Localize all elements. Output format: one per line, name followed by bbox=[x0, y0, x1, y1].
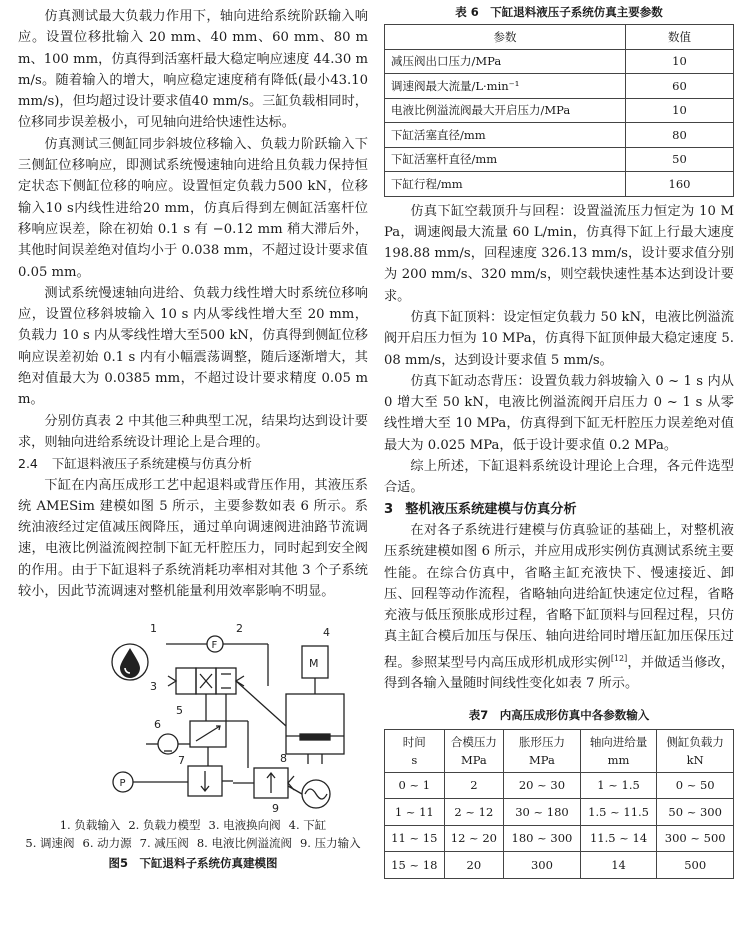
table-row: 下缸活塞杆直径/mm 50 bbox=[385, 147, 734, 172]
figure-legend: 1. 负载输入 2. 负载力模型 3. 电液换向阀 4. 下缸 bbox=[59, 818, 327, 833]
figure-5 bbox=[18, 616, 368, 816]
hydraulic-schematic bbox=[18, 616, 368, 816]
svg-text:8: 8 bbox=[280, 752, 287, 766]
section-heading bbox=[18, 453, 368, 474]
table-row: 11 ~ 15 12 ~ 20 180 ~ 300 11.5 ~ 14 300 ~ 500 bbox=[385, 825, 734, 852]
paragraph: 下缸在内高压成形工艺中起退料或背压作用，其液压系统 AMESim 建模如图 5 所示，主要参数如表 6 所示。系统油液经过定值减压阀降压，通过单向调速阀进油路节流调速，电液比例溢流阀控制下缸无杆腔压力，同时起到安全阀的作用。由于下缸退料子系统消耗功率相对其他 3 个子系统较小，因此节流调速对整机能量利用效率影响不明显。 bbox=[18, 477, 368, 600]
svg-text:7: 7 bbox=[178, 754, 185, 768]
table-header-cell: 时间 s bbox=[385, 729, 445, 772]
svg-text:4: 4 bbox=[323, 626, 330, 640]
paragraph: 仿真下缸顶料：设定恒定负载力 50 kN，电液比例溢流阀开启压力恒为 10 MPa，仿真得下缸顶伸最大稳定速度 5.08 mm/s，达到设计要求值 5 mm/s。 bbox=[384, 309, 734, 368]
table-row: 1 ~ 11 2 ~ 12 30 ~ 180 1.5 ~ 11.5 50 ~ 300 bbox=[385, 799, 734, 826]
table-header-cell: 轴向进给量 mm bbox=[580, 729, 657, 772]
sine-input-icon bbox=[288, 780, 330, 808]
table-header-row bbox=[385, 729, 734, 772]
paragraph: 仿真测试三侧缸同步斜坡位移输入、负载力阶跃输入下三侧缸位移响应，即测试系统慢速轴向进给且负载力保持恒定状态下侧缸位移的响应。设置恒定负载力500 kN，位移输入10 s内线性进给20 mm，仿真后得到左侧缸活塞杆位移响应误差，除在初始 0.1 s 有 −0.12 mm 稍大滞后外，其他时间误差绝对值均小于 0.038 mm，不超过设计要求值 0.05 mm。 bbox=[18, 136, 368, 280]
section-title: 下缸退料液压子系统建模与仿真分析 bbox=[51, 456, 252, 472]
section-title: 整机液压系统建模与仿真分析 bbox=[405, 501, 577, 517]
pressure-input bbox=[113, 772, 188, 792]
power-source bbox=[146, 734, 190, 754]
svg-text:F: F bbox=[211, 640, 218, 652]
flow-control-valve bbox=[190, 721, 226, 766]
section-heading bbox=[384, 499, 734, 520]
table-row: 下缸行程/mm 160 bbox=[385, 172, 734, 197]
svg-text:2: 2 bbox=[236, 622, 243, 636]
paragraph: 测试系统慢速轴向进给、负载力线性增大时系统位移响应，设置位移斜坡输入 10 s 内从零线性增大至 20 mm，负载力 10 s 内从零线性增大至500 kN，仿真得到侧缸位移响应误差初始 0.1 s 内有小幅震荡调整，随后逐渐增大，其绝对值最大为 0.0385 mm，不超过设计要求精度 0.05 mm。 bbox=[18, 285, 368, 408]
figure-legend: 5. 调速阀 6. 动力源 7. 减压阀 8. 电液比例溢流阀 9. 压力输入 bbox=[25, 836, 361, 851]
table-header-row bbox=[385, 25, 734, 50]
table-7 bbox=[384, 729, 734, 879]
paragraph: 在对各子系统进行建模与仿真验证的基础上，对整机液压系统建模如图 6 所示，并应用成形实例仿真测试系统主要性能。在综合仿真中，省略主缸充液快下、慢速接近、卸压、回程等动作流程，省略轴向进给缸快速定位过程，省略充液与低压预胀成形过程，省略下缸顶料与回程过程，只仿真主缸合模后加压与保压、轴向进给同时增压缸加压保压过程。参照某型号内高压成形机成形实例[12]，并做适当修改，得到各输入量随时间线性变化如表 7 所示。 bbox=[384, 522, 735, 692]
table-row: 电液比例溢流阀最大开启压力/MPa 10 bbox=[385, 98, 734, 123]
table-header-cell: 胀形压力 MPa bbox=[504, 729, 581, 772]
table-header-cell: 参数 bbox=[385, 25, 626, 50]
table-row: 下缸活塞直径/mm 80 bbox=[385, 123, 734, 148]
load-input-icon bbox=[112, 644, 148, 680]
table-header-cell: 侧缸负载力 kN bbox=[657, 729, 734, 772]
svg-text:6: 6 bbox=[154, 718, 161, 732]
svg-text:P: P bbox=[119, 778, 126, 790]
table-header-cell: 合模压力 MPa bbox=[444, 729, 504, 772]
svg-text:M: M bbox=[309, 657, 319, 671]
pressure-reducing-valve bbox=[188, 766, 233, 796]
svg-text:5: 5 bbox=[176, 704, 183, 718]
paragraph: 综上所述，下缸退料系统设计理论上合理，各元件选型合适。 bbox=[384, 459, 734, 496]
table-6-caption: 表 6 下缸退料液压子系统仿真主要参数 bbox=[455, 5, 663, 19]
table-7-caption: 表7 内高压成形仿真中各参数输入 bbox=[468, 707, 650, 722]
table-header-cell: 数值 bbox=[626, 25, 734, 50]
citation: [12] bbox=[610, 653, 628, 663]
paragraph: 仿真下缸空载顶升与回程：设置溢流压力恒定为 10 MPa，调速阀最大流量 60 L/min，仿真得下缸上行最大速度 198.88 mm/s，回程速度 326.13 mm/s，设计要求值分别为 200 mm/s、320 mm/s，则空载快速性基本达到设计要求。 bbox=[384, 203, 734, 304]
section-number: 3 bbox=[384, 501, 394, 517]
table-row: 15 ~ 18 20 300 14 500 bbox=[385, 852, 734, 879]
right-column bbox=[384, 0, 734, 879]
table-row: 0 ~ 1 2 20 ~ 30 1 ~ 1.5 0 ~ 50 bbox=[385, 772, 734, 799]
load-force-model bbox=[166, 636, 268, 686]
left-column bbox=[18, 0, 368, 871]
table-row: 减压阀出口压力/MPa 10 bbox=[385, 49, 734, 74]
table-row: 调速阀最大流量/L·min⁻¹ 60 bbox=[385, 74, 734, 99]
proportional-relief-valve bbox=[233, 768, 294, 798]
figure-caption: 图5 下缸退料子系统仿真建模图 bbox=[108, 856, 278, 871]
section-number: 2.4 bbox=[18, 456, 38, 472]
svg-text:9: 9 bbox=[272, 802, 279, 816]
lower-cylinder bbox=[286, 646, 344, 764]
paragraph: 仿真测试最大负载力作用下，轴向进给系统阶跃输入响应。设置位移批输入 20 mm、40 mm、60 mm、80 mm、100 mm，仿真得到活塞杆最大稳定响应速度 44.30 mm/s。随着输入的增大，响应稳定速度稍有降低(最小43.10 mm/s)，但均超过设计要求值40 mm/s。三缸负载相同时，位移同步误差极小，可见轴向进给快速性达标。 bbox=[18, 9, 368, 131]
table-6 bbox=[384, 24, 734, 197]
svg-text:3: 3 bbox=[150, 680, 157, 694]
svg-text:1: 1 bbox=[150, 622, 157, 636]
paragraph: 仿真下缸动态背压：设置负载力斜坡输入 0 ~ 1 s 内从 0 增大至 50 kN，电液比例溢流阀开启压力 0 ~ 1 s 从零线性增大至 10 MPa，仿真得到下缸无杆腔压力误差绝对值最大为 0.025 MPa，低于设计要求值 0.2 MPa。 bbox=[384, 373, 734, 453]
paragraph: 分别仿真表 2 中其他三种典型工况，结果均达到设计要求，则轴向进给系统设计理论上是合理的。 bbox=[18, 413, 368, 450]
